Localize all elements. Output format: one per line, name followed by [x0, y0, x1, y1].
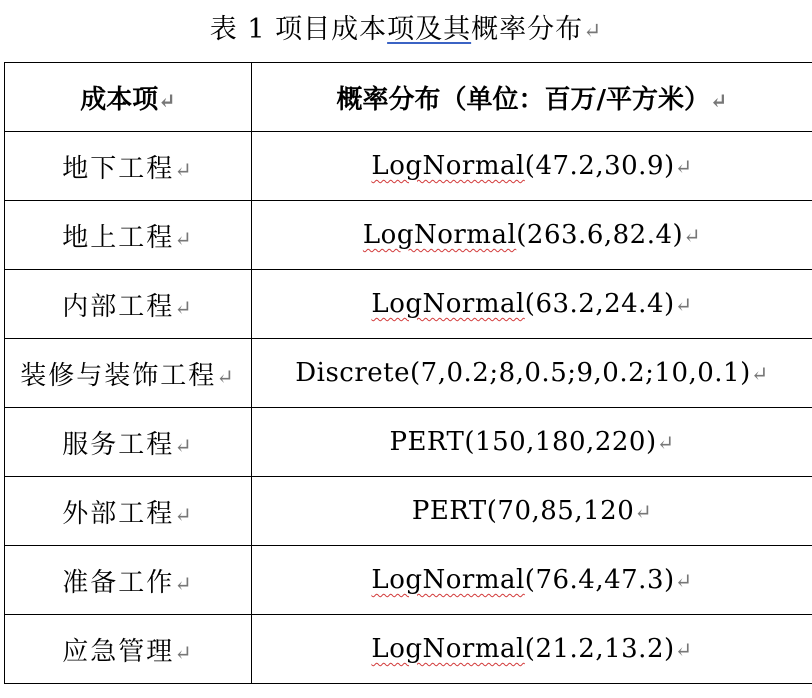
cost-item-cell	[5, 408, 252, 477]
cost-item-label: 应急管理	[62, 636, 175, 667]
distribution-params: (76.4,47.3)	[524, 565, 675, 595]
cost-item-label: 地下工程	[62, 153, 175, 184]
header-distribution-label: 概率分布（单位：百万/平方米）	[336, 84, 711, 115]
paragraph-mark-icon: ↵	[750, 362, 769, 386]
distribution-cell	[252, 408, 812, 477]
cost-item-cell	[5, 615, 252, 684]
paragraph-mark-icon: ↵	[174, 295, 194, 320]
table-caption	[0, 8, 812, 52]
distribution-cell	[252, 339, 812, 408]
distribution-cell	[252, 132, 812, 201]
distribution-name: LogNormal	[362, 220, 517, 250]
paragraph-mark-icon: ↵	[174, 226, 194, 251]
table-row	[5, 477, 812, 546]
table-row	[5, 546, 812, 615]
table-row	[5, 201, 812, 270]
distribution-cell	[252, 201, 812, 270]
header-distribution	[252, 63, 812, 132]
table-row	[5, 270, 812, 339]
caption-prefix: 表 1 项目成本	[209, 14, 388, 45]
distribution-params: (7,0.2;8,0.5;9,0.2;10,0.1)	[410, 358, 751, 388]
paragraph-mark-icon: ↵	[583, 19, 603, 44]
paragraph-mark-icon: ↵	[216, 364, 236, 389]
cost-item-label: 地上工程	[62, 222, 175, 253]
distribution-cell	[252, 477, 812, 546]
distribution-name: Discrete	[295, 358, 411, 388]
paragraph-mark-icon: ↵	[683, 224, 702, 248]
distribution-name: LogNormal	[371, 565, 525, 595]
cost-item-label: 装修与装饰工程	[20, 360, 217, 391]
cost-item-cell	[5, 339, 252, 408]
cost-item-cell	[5, 546, 252, 615]
paragraph-mark-icon: ↵	[674, 155, 693, 179]
caption-underlined-text: 项及其	[387, 14, 472, 45]
cost-item-label: 准备工作	[62, 567, 175, 598]
distribution-name: PERT	[389, 427, 465, 457]
paragraph-mark-icon: ↵	[174, 502, 194, 527]
distribution-name: LogNormal	[371, 289, 525, 319]
table-header-row	[5, 63, 812, 132]
table-row	[5, 339, 812, 408]
paragraph-mark-icon: ↵	[674, 638, 693, 662]
distribution-params: (63.2,24.4)	[524, 289, 675, 319]
distribution-cell	[252, 615, 812, 684]
cost-item-label: 外部工程	[62, 498, 175, 529]
distribution-params: (150,180,220)	[464, 427, 657, 457]
distribution-params: (263.6,82.4)	[516, 220, 684, 250]
cost-item-cell	[5, 201, 252, 270]
cost-item-label: 内部工程	[62, 291, 175, 322]
header-cost-item	[5, 63, 252, 132]
table-row	[5, 408, 812, 477]
paragraph-mark-icon: ↵	[674, 293, 693, 317]
paragraph-mark-icon: ↵	[174, 157, 194, 182]
distribution-params: (21.2,13.2)	[524, 634, 675, 664]
caption-suffix: 概率分布	[471, 14, 584, 45]
distribution-cell	[252, 546, 812, 615]
cost-item-cell	[5, 132, 252, 201]
header-cost-item-label: 成本项	[80, 84, 159, 115]
cost-item-cell	[5, 270, 252, 339]
paragraph-mark-icon: ↵	[158, 87, 176, 113]
cost-item-label: 服务工程	[62, 429, 175, 460]
paragraph-mark-icon: ↵	[634, 500, 653, 524]
paragraph-mark-icon: ↵	[656, 431, 675, 455]
paragraph-mark-icon: ↵	[674, 569, 693, 593]
distribution-name: LogNormal	[371, 151, 525, 181]
cost-item-cell	[5, 477, 252, 546]
distribution-name: LogNormal	[371, 634, 525, 664]
distribution-params: (70,85,120	[486, 496, 635, 526]
paragraph-mark-icon: ↵	[710, 87, 728, 113]
distribution-params: (47.2,30.9)	[524, 151, 675, 181]
table-row	[5, 615, 812, 684]
cost-distribution-table	[4, 62, 812, 684]
paragraph-mark-icon: ↵	[174, 571, 194, 596]
paragraph-mark-icon: ↵	[174, 640, 194, 665]
paragraph-mark-icon: ↵	[174, 433, 194, 458]
distribution-cell	[252, 270, 812, 339]
distribution-name: PERT	[411, 496, 487, 526]
table-row	[5, 132, 812, 201]
